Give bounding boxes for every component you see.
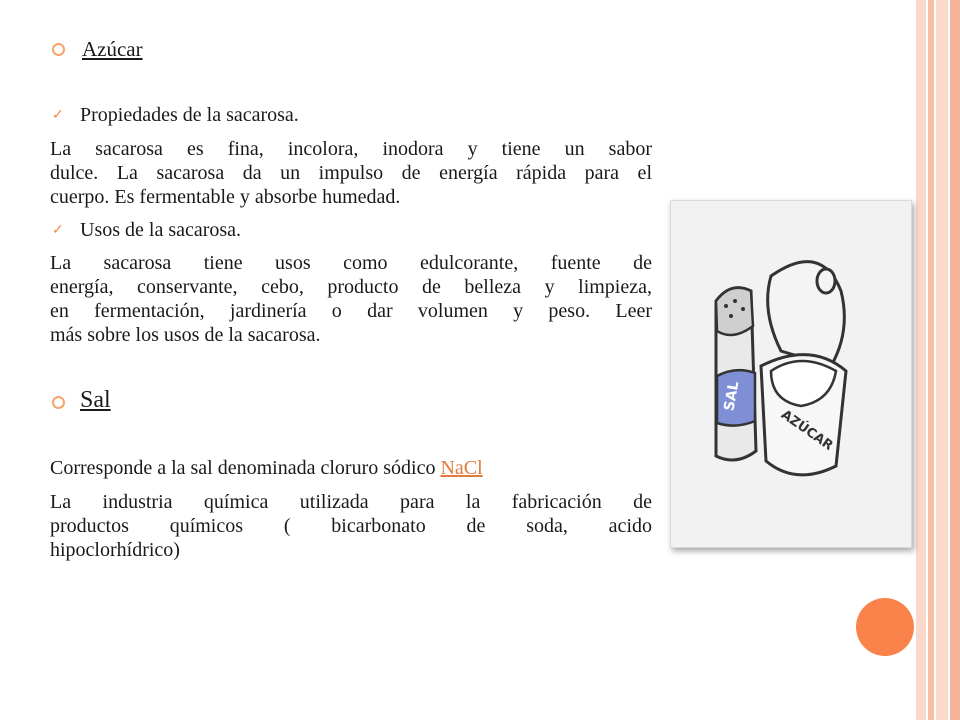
bowl-label: AZÚCAR xyxy=(778,407,836,454)
subheading-usos: Usos de la sacarosa. xyxy=(80,219,242,241)
decorative-orange-circle xyxy=(856,598,914,656)
shaker-label: SAL xyxy=(721,380,743,413)
sal-para-line: productos químicos ( bicarbonato de soda, acido xyxy=(50,515,652,537)
para1-line: cuerpo. Es fermentable y absorbe humedad. xyxy=(50,186,401,208)
sal-line1-text: Corresponde a la sal denominada cloruro sódico xyxy=(50,457,441,479)
sal-para-line: hipoclorhídrico) xyxy=(50,539,180,561)
sal-para-line: La industria química utilizada para la fabricación de xyxy=(50,491,652,513)
para2-line: más sobre los usos de la sacarosa. xyxy=(50,324,321,346)
para2-line: La sacarosa tiene usos como edulcorante, fuente de xyxy=(50,252,652,274)
circle-bullet-icon xyxy=(52,43,65,56)
heading-sal: Sal xyxy=(80,387,111,413)
para1-line: La sacarosa es fina, incolora, inodora y tiene un sabor xyxy=(50,138,652,160)
decorative-stripes xyxy=(916,0,960,720)
check-icon: ✓ xyxy=(52,223,64,238)
subheading-propiedades: Propiedades de la sacarosa. xyxy=(80,104,299,126)
para2-line: en fermentación, jardinería o dar volumen y peso. Leer xyxy=(50,300,652,322)
check-icon: ✓ xyxy=(52,108,64,123)
heading-azucar: Azúcar xyxy=(82,37,143,61)
nacl-link[interactable]: NaCl xyxy=(440,457,483,479)
salt-sugar-drawing xyxy=(671,201,911,547)
para2-line: energía, conservante, cebo, producto de belleza y limpieza, xyxy=(50,276,652,298)
circle-bullet-icon xyxy=(52,396,65,409)
salt-sugar-illustration xyxy=(670,200,912,548)
para1-line: dulce. La sacarosa da un impulso de energía rápida para el xyxy=(50,162,652,184)
sal-line1 xyxy=(50,457,483,480)
